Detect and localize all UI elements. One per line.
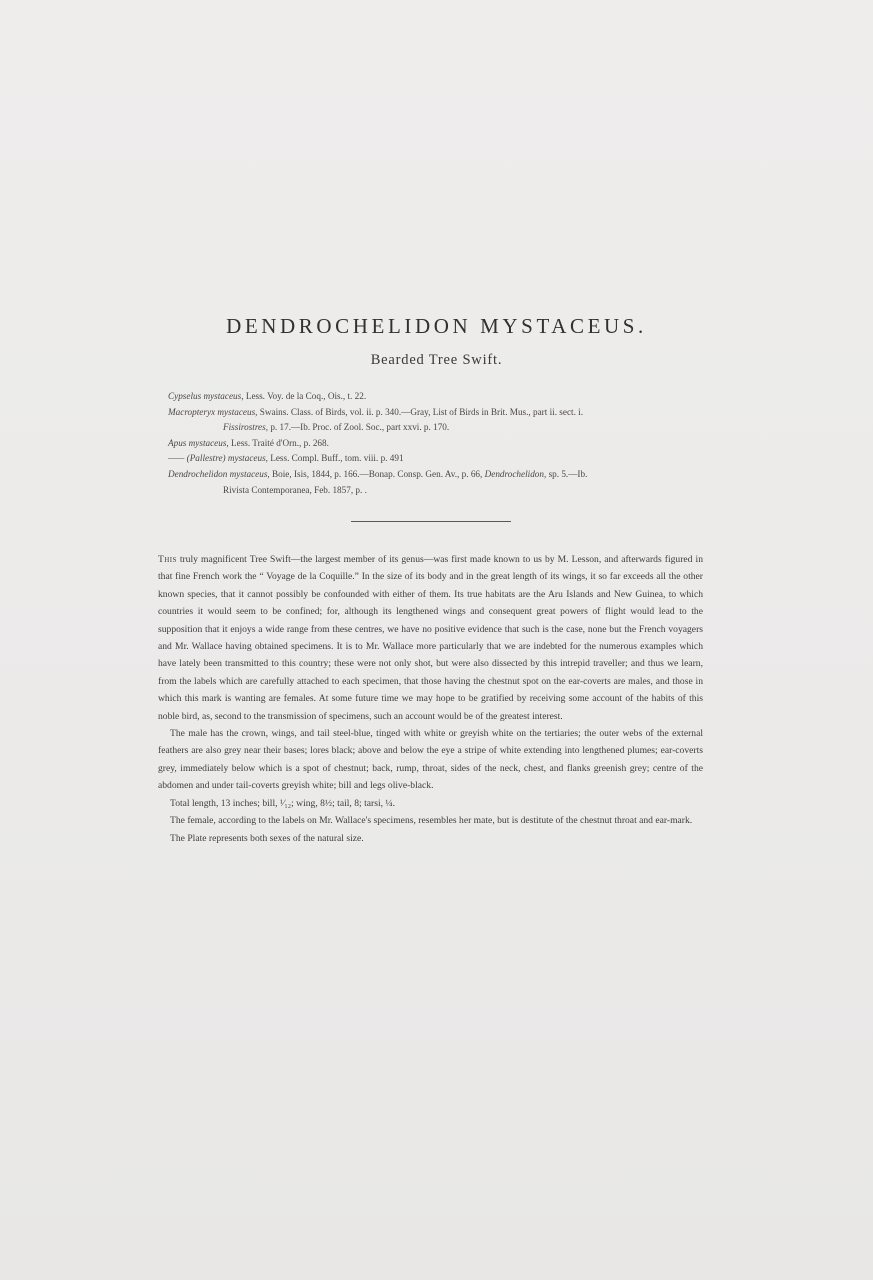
synonym-reference: Boie, Isis, 1844, p. 166.—Bonap. Consp. Gen. Av., p. 66, [269, 468, 485, 479]
synonym-line [168, 389, 713, 405]
synonym-line [168, 483, 713, 499]
synonym-reference: p. 17.—Ib. Proc. of Zool. Soc., part xxvi. p. 170. [268, 422, 450, 433]
lead-word: This [158, 554, 177, 565]
synonym-reference: Less. Traité d'Orn., p. 268. [228, 437, 329, 448]
synonym-name: —— (Pallestre) mystaceus, [168, 453, 268, 464]
measurements-paragraph: Total length, 13 inches; bill, ¹⁄₁₂; wing, 8½; tail, 8; tarsi, ¼. [170, 797, 395, 809]
paragraph-text: truly magnificent Tree Swift—the largest member of its genus—was first made known to us by M. Lesson, and afterwards figured in that fine French work the “ Voyage de la Coquille.” In the size of its body and in the great length of its wings, it so far exceeds all the other known species, that it cannot possibly be confounded with either of them. Its true habitats are the Aru Islands and New Guinea, to which countries it would seem to be confined; for, although its lengthened wings and consequent great powers of flight would lead to the supposition that it enjoys a wide range from these centres, we have no positive evidence that such is the case, none but the French voyagers and Mr. Wallace having obtained specimens. It is to Mr. Wallace more particularly that we are indebted for the numerous examples which have lately been transmitted to this country; these were not only shot, but were also dissected by this intrepid traveller; and thus we learn, from the labels which are carefully attached to each specimen, that those having the chestnut spot on the ear-coverts are males, and those in which this mark is wanting are females. At some future time we may hope to be gratified by receiving some account of the habits of this noble bird, as, second to the transmission of specimens, such an account would be of the greatest interest. [158, 554, 703, 722]
synonym-reference: sp. 5.—Ib. [546, 468, 588, 479]
synonym-line [168, 451, 713, 467]
synonym-reference: Less. Voy. de la Coq., Ois., t. 22. [243, 391, 367, 401]
synonym-line [168, 405, 713, 421]
section-divider [351, 521, 511, 522]
synonym-line [168, 420, 713, 436]
synonym-line [168, 467, 713, 483]
synonym-line [168, 436, 713, 452]
synonym-reference: Rivista Contemporanea, Feb. 1857, p. . [223, 484, 367, 495]
paragraph: The female, according to the labels on Mr. Wallace's specimens, resembles her mate, but is destitute of the chestnut throat and ear-mark. [170, 815, 693, 827]
synonym-name: Fissirostres, [223, 422, 269, 433]
paragraph [158, 551, 703, 725]
synonymy-list [168, 389, 713, 498]
plate-note: The Plate represents both sexes of the natural size. [170, 832, 364, 844]
description-text [158, 551, 703, 847]
paragraph: The male has the crown, wings, and tail steel-blue, tinged with white or greyish white on the tertiaries; the outer webs of the external feathers are also grey near their bases; lores black; above and below the eye a stripe of white extending into lengthened plumes; ear-coverts grey, immediately below which is a spot of chestnut; back, rump, throat, sides of the neck, chest, and flanks greenish grey; centre of the abdomen and under tail-coverts greyish white; bill and legs olive-black. [158, 728, 703, 792]
synonym-name: Dendrochelidon, [484, 468, 547, 479]
common-name-subtitle: Bearded Tree Swift. [370, 352, 503, 368]
synonym-name: Apus mystaceus, [168, 437, 229, 448]
species-title: DENDROCHELIDON MYSTACEUS. [226, 314, 647, 338]
synonym-reference: Swains. Class. of Birds, vol. ii. p. 340.—Gray, List of Birds in Brit. Mus., part ii. sect. i. [257, 406, 584, 417]
synonym-name: Cypselus mystaceus, [168, 391, 244, 401]
synonym-name: Macropteryx mystaceus, [168, 406, 258, 417]
synonym-name: Dendrochelidon mystaceus, [168, 468, 270, 479]
synonym-reference: Less. Compl. Buff., tom. viii. p. 491 [267, 453, 404, 464]
